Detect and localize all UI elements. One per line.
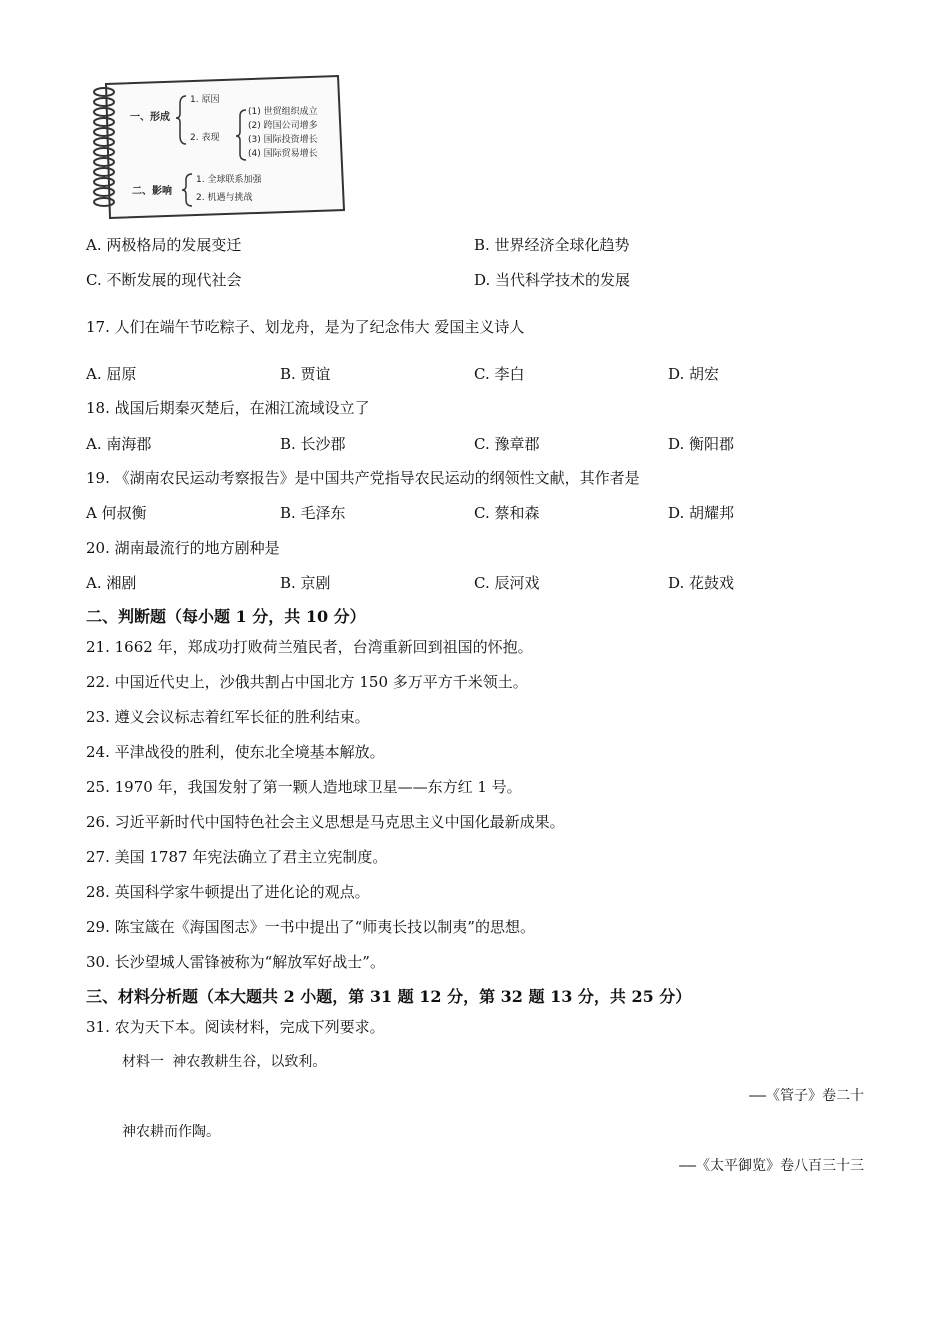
judgment-23: 23. 遵义会议标志着红军长征的胜利结束。 — [86, 708, 370, 726]
q31-source-2: ——《太平御览》卷八百三十三 — [679, 1158, 864, 1174]
notebook-sub-3: (3) 国际投资增长 — [248, 135, 318, 145]
q17-option-d: D. 胡宏 — [668, 365, 720, 383]
q20-option-d: D. 花鼓戏 — [668, 574, 735, 592]
q19-option-a: A 何叔衡 — [86, 504, 147, 522]
notebook-sub-1: (1) 世贸组织成立 — [248, 107, 318, 117]
mind-map-notebook-image — [88, 74, 348, 222]
q19-option-b: B. 毛泽东 — [280, 504, 346, 522]
judgment-24: 24. 平津战役的胜利，使东北全境基本解放。 — [86, 743, 385, 761]
judgment-21: 21. 1662 年，郑成功打败荷兰殖民者，台湾重新回到祖国的怀抱。 — [86, 638, 533, 656]
q18-option-c: C. 豫章郡 — [474, 435, 540, 453]
judgment-29: 29. 陈宝箴在《海国图志》一书中提出了“师夷长技以制夷”的思想。 — [86, 918, 535, 936]
q16-option-a: A. 两极格局的发展变迁 — [86, 236, 242, 254]
q31-stem: 31. 农为天下本。阅读材料，完成下列要求。 — [86, 1018, 385, 1036]
q17-option-c: C. 李白 — [474, 365, 525, 383]
q19-option-d: D. 胡耀邦 — [668, 504, 735, 522]
q19-stem: 19. 《湖南农民运动考察报告》是中国共产党指导农民运动的纲领性文献，其作者是 — [86, 469, 640, 487]
q17-option-b: B. 贾谊 — [280, 365, 331, 383]
section-2-heading: 二、判断题（每小题 1 分，共 10 分） — [86, 607, 366, 626]
notebook-sub-2: (2) 跨国公司增多 — [248, 121, 318, 131]
q17-stem: 17. 人们在端午节吃粽子、划龙舟，是为了纪念伟大 爱国主义诗人 — [86, 318, 525, 336]
notebook-item-cause: 1. 原因 — [190, 95, 220, 105]
judgment-28: 28. 英国科学家牛顿提出了进化论的观点。 — [86, 883, 370, 901]
section-3-heading: 三、材料分析题（本大题共 2 小题，第 31 题 12 分，第 32 题 13 分，共 25 分） — [86, 987, 692, 1006]
q31-material-1b: 神农耕而作陶。 — [122, 1124, 220, 1140]
notebook-section-formation: 一、形成 — [130, 112, 170, 123]
judgment-26: 26. 习近平新时代中国特色社会主义思想是马克思主义中国化最新成果。 — [86, 813, 565, 831]
q16-option-d: D. 当代科学技术的发展 — [474, 271, 631, 289]
q18-option-a: A. 南海郡 — [86, 435, 152, 453]
judgment-22: 22. 中国近代史上，沙俄共割占中国北方 150 多万平方千米领土。 — [86, 673, 528, 691]
q20-option-c: C. 辰河戏 — [474, 574, 540, 592]
q31-source-1: ——《管子》卷二十 — [749, 1088, 864, 1104]
q17-option-a: A. 屈原 — [86, 365, 137, 383]
notebook-impact-1: 1. 全球联系加强 — [196, 175, 262, 185]
q18-option-d: D. 衡阳郡 — [668, 435, 735, 453]
q31-material-1: 材料一 神农教耕生谷，以致利。 — [122, 1054, 327, 1070]
q20-option-b: B. 京剧 — [280, 574, 331, 592]
q20-stem: 20. 湖南最流行的地方剧种是 — [86, 539, 280, 557]
q16-option-c: C. 不断发展的现代社会 — [86, 271, 242, 289]
q19-option-c: C. 蔡和森 — [474, 504, 540, 522]
judgment-30: 30. 长沙望城人雷锋被称为“解放军好战士”。 — [86, 953, 385, 971]
q18-stem: 18. 战国后期秦灭楚后，在湘江流域设立了 — [86, 399, 370, 417]
judgment-27: 27. 美国 1787 年宪法确立了君主立宪制度。 — [86, 848, 388, 866]
judgment-25: 25. 1970 年，我国发射了第一颗人造地球卫星——东方红 1 号。 — [86, 778, 522, 796]
q16-option-b: B. 世界经济全球化趋势 — [474, 236, 630, 254]
notebook-sub-4: (4) 国际贸易增长 — [248, 149, 318, 159]
notebook-section-impact: 二、影响 — [132, 186, 172, 197]
notebook-item-manifestation: 2. 表现 — [190, 133, 220, 143]
q18-option-b: B. 长沙郡 — [280, 435, 346, 453]
notebook-impact-2: 2. 机遇与挑战 — [196, 193, 253, 203]
q20-option-a: A. 湘剧 — [86, 574, 137, 592]
